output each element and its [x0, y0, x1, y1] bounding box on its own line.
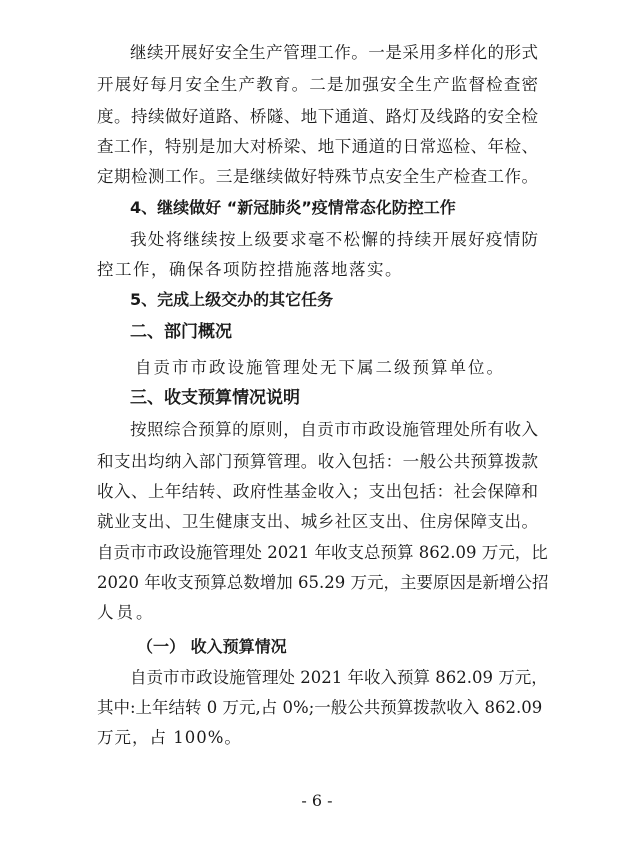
body-text-line: 开展好每月安全生产教育。二是加强安全生产监督检查密	[97, 75, 538, 94]
subsection-title-income: （一） 收入预算情况	[137, 637, 287, 656]
heading-item-4: 4、继续做好 “新冠肺炎”疫情常态化防控工作	[130, 198, 456, 217]
page-number: - 6 -	[301, 791, 333, 810]
body-text-line: 2020 年收支预算总数增加 65.29 万元，主要原因是新增公招	[97, 573, 549, 592]
body-text-line: 查工作，特别是加大对桥梁、地下通道的日常巡检、年检、	[97, 137, 538, 156]
heading-item-5: 5、完成上级交办的其它任务	[130, 290, 334, 309]
body-text-line: 继续开展好安全生产管理工作。一是采用多样化的形式	[130, 43, 538, 62]
body-text-line: 自贡市市政设施管理处 2021 年收支总预算 862.09 万元，比	[97, 543, 548, 562]
body-text-line: 和支出均纳入部门预算管理。收入包括：一般公共预算拨款	[97, 452, 538, 471]
body-text-line: 定期检测工作。三是继续做好特殊节点安全生产检查工作。	[97, 167, 538, 186]
body-text-line: 就业支出、卫生健康支出、城乡社区支出、住房保障支出。	[97, 512, 538, 531]
body-text-line: 收入、上年结转、政府性基金收入；支出包括：社会保障和	[97, 482, 538, 501]
section-title-budget: 三、收支预算情况说明	[130, 388, 300, 408]
body-text-line: 我处将继续按上级要求毫不松懈的持续开展好疫情防	[130, 230, 538, 249]
body-text-line: 人员。	[97, 603, 156, 622]
body-text-line: 其中:上年结转 0 万元,占 0%;一般公共预算拨款收入 862.09	[97, 698, 543, 717]
body-text-line: 自贡市市政设施管理处无下属二级预算单位。	[135, 358, 505, 377]
body-text-line: 控工作，确保各项防控措施落地落实。	[97, 260, 403, 279]
section-title-department: 二、部门概况	[130, 322, 232, 342]
body-text-line: 按照综合预算的原则，自贡市市政设施管理处所有收入	[130, 420, 538, 439]
body-text-line: 万元，占 100%。	[97, 728, 242, 747]
body-text-line: 自贡市市政设施管理处 2021 年收入预算 862.09 万元，	[130, 668, 548, 687]
body-text-line: 度。持续做好道路、桥隧、地下通道、路灯及线路的安全检	[97, 107, 538, 126]
